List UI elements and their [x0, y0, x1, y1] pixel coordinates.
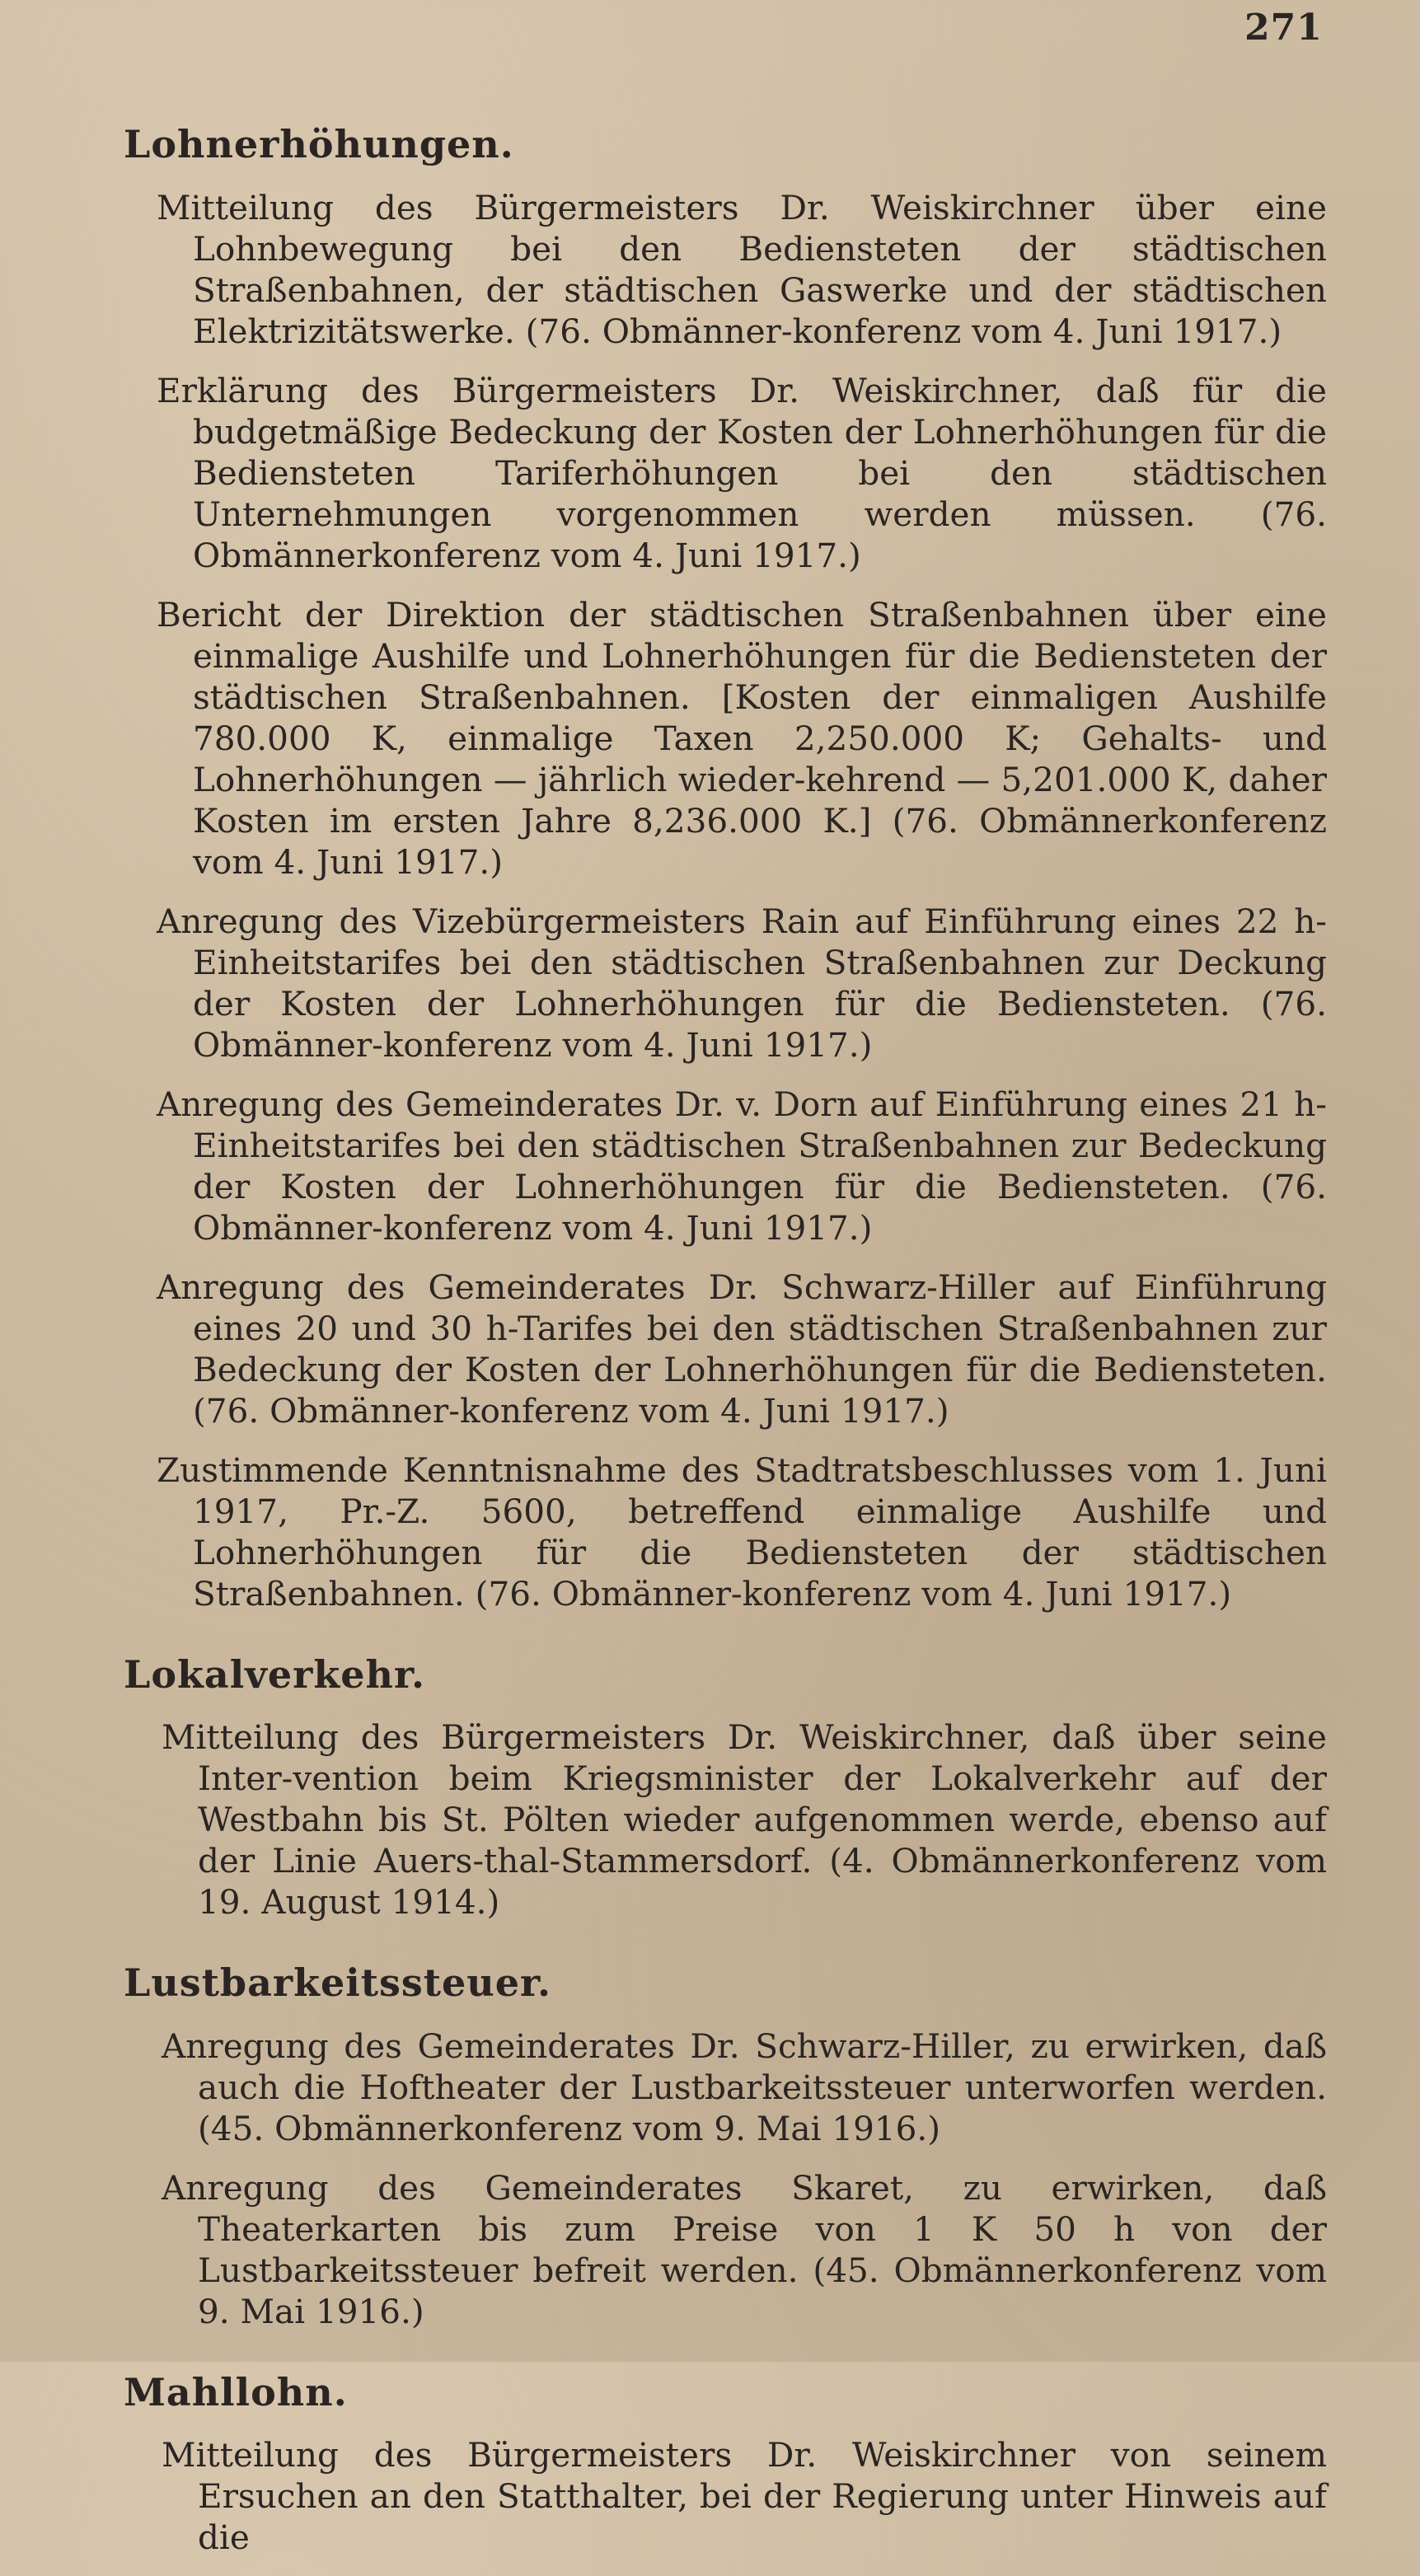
section-heading: Lokalverkehr. — [124, 1651, 426, 1697]
entry-paragraph: Mitteilung des Bürgermeisters Dr. Weiskirchner, daß über seine Inter-vention beim Kriegsminister der Lokalverkehr auf der Westbahn bis St. Pölten wieder aufgenommen werde, ebenso auf der Linie Auers-thal-Stammersdorf. (4. Obmännerkonferenz vom 19. August 1914.) — [162, 1717, 1327, 1923]
entry-paragraph: Erklärung des Bürgermeisters Dr. Weiskirchner, daß für die budgetmäßige Bedeckung der Kosten der Lohnerhöhungen für die Bediensteten Tariferhöhungen bei den städtischen Unternehmungen vorgenommen werden müssen. (76. Obmännerkonferenz vom 4. Juni 1917.) — [157, 370, 1327, 575]
entry-paragraph: Zustimmende Kenntnisnahme des Stadtratsbeschlusses vom 1. Juni 1917, Pr.-Z. 5600, betreffend einmalige Aushilfe und Lohnerhöhungen für die Bediensteten der städtischen Straßenbahnen. (76. Obmänner-konferenz vom 4. Juni 1917.) — [157, 1450, 1327, 1614]
entry-paragraph: Anregung des Gemeinderates Dr. Schwarz-Hiller auf Einführung eines 20 und 30 h-Tarifes bei den städtischen Straßenbahnen zur Bedeckung der Kosten der Lohnerhöhungen für die Bediensteten. (76. Obmänner-konferenz vom 4. Juni 1917.) — [157, 1267, 1327, 1431]
entry-paragraph: Anregung des Gemeinderates Dr. Schwarz-Hiller, zu erwirken, daß auch die Hoftheater der Lustbarkeitssteuer unterworfen werden. (45. Obmännerkonferenz vom 9. Mai 1916.) — [162, 2026, 1327, 2148]
section-heading: Lustbarkeitssteuer. — [124, 1960, 552, 2006]
section-lokalverkehr — [124, 1651, 1327, 1923]
page-content — [124, 124, 1327, 2576]
section-lohnerhoehungen — [124, 124, 1327, 1614]
entry-paragraph: Anregung des Gemeinderates Skaret, zu erwirken, daß Theaterkarten bis zum Preise von 1 K 50 h von der Lustbarkeitssteuer befreit werden. (45. Obmännerkonferenz vom 9. Mai 1916.) — [162, 2167, 1327, 2331]
entry-paragraph: Mitteilung des Bürgermeisters Dr. Weiskirchner von seinem Ersuchen an den Statthalter, bei der Regierung unter Hinweis auf die — [162, 2435, 1327, 2558]
entry-paragraph: Anregung des Vizebürgermeisters Rain auf Einführung eines 22 h-Einheitstarifes bei den städtischen Straßenbahnen zur Deckung der Kosten der Lohnerhöhungen für die Bediensteten. (76. Obmänner-konferenz vom 4. Juni 1917.) — [157, 901, 1327, 1065]
page-number: 271 — [1244, 7, 1323, 49]
section-heading: Lohnerhöhungen. — [124, 122, 514, 166]
section-heading: Mahllohn. — [124, 2369, 348, 2414]
entry-paragraph: Anregung des Gemeinderates Dr. v. Dorn auf Einführung eines 21 h-Einheitstarifes bei den städtischen Straßenbahnen zur Bedeckung der Kosten der Lohnerhöhungen für die Bediensteten. (76. Obmänner-konferenz vom 4. Juni 1917.) — [157, 1084, 1327, 1248]
section-lustbarkeitssteuer — [124, 1962, 1327, 2332]
entry-paragraph: Mitteilung des Bürgermeisters Dr. Weiskirchner über eine Lohnbewegung bei den Bediensteten der städtischen Straßenbahnen, der städtischen Gaswerke und der städtischen Elektrizitätswerke. (76. Obmänner-konferenz vom 4. Juni 1917.) — [157, 187, 1327, 351]
entry-paragraph: Bericht der Direktion der städtischen Straßenbahnen über eine einmalige Aushilfe und Lohnerhöhungen für die Bediensteten der städtischen Straßenbahnen. [Kosten der einmaligen Aushilfe 780.000 K, einmalige Taxen 2,250.000 K; Gehalts- und Lohnerhöhungen — jährlich wieder-kehrend — 5,201.000 K, daher Kosten im ersten Jahre 8,236.000 K.] (76. Obmännerkonferenz vom 4. Juni 1917.) — [157, 594, 1327, 882]
section-mahllohn — [124, 2369, 1327, 2559]
